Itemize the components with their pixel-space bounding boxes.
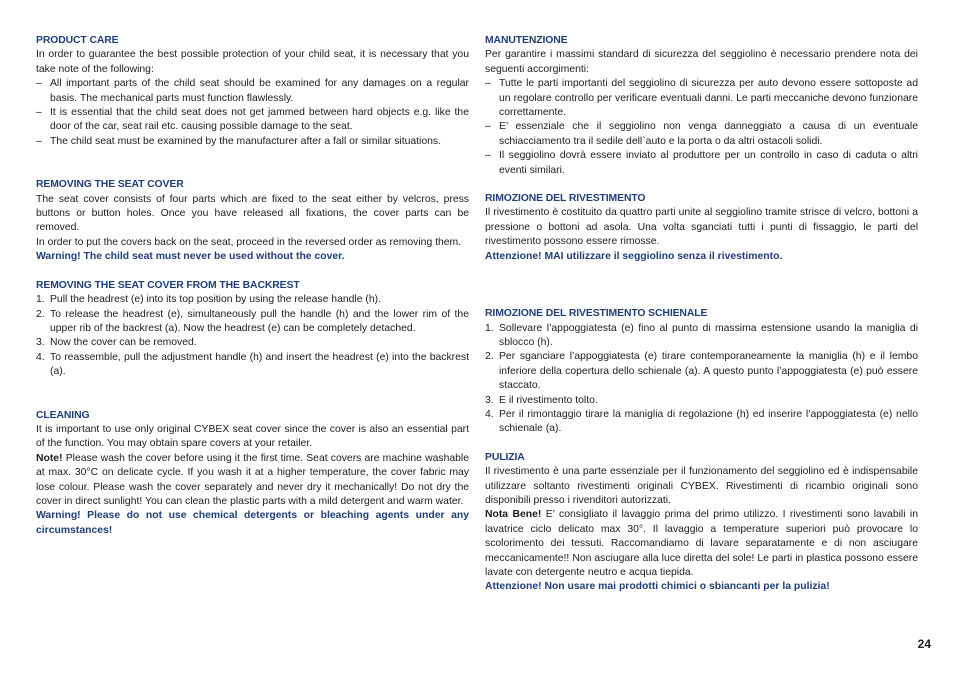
list-item: – All important parts of the child seat should be examined for any damages on a regular basis. The mechanical parts must function flawlessly. (36, 78, 469, 104)
rimozione-warning: Attenzione! MAI utilizzare il seggiolino senza il rivestimento. (485, 250, 783, 262)
list-item: 4. To reassemble, pull the adjustment handle (h) and insert the headrest (e) into the backrest (a). (36, 351, 469, 378)
product-care-intro: In order to guarantee the best possible protection of your child seat, it is necessary that you take note of the following: (36, 49, 469, 75)
pulizia-title: PULIZIA (485, 451, 525, 463)
pulizia-section (485, 451, 918, 595)
english-column (36, 34, 469, 538)
cleaning-warning: Warning! Please do not use chemical detergents or bleaching agents under any circumstances! (36, 510, 469, 536)
removing-backrest-title: REMOVING THE SEAT COVER FROM THE BACKREST (36, 279, 300, 291)
removing-cover-section (36, 178, 469, 264)
rimozione-schienale-section (485, 307, 918, 437)
cleaning-section (36, 409, 469, 539)
removing-cover-p2: In order to put the covers back on the seat, proceed in the reversed order as removing them. (36, 236, 462, 248)
list-item: 3. E il rivestimento tolto. (485, 394, 598, 406)
pulizia-note: Nota Bene! E’ consigliato il lavaggio prima del primo utilizzo. I rivestimenti sono lavabili in lavatrice ciclo delicato max 30°. Il lavaggio a temperature superiori può provocare lo scolorimento dei tessuti. Raccomandiamo di lavare separatamente e di non asciugare meccanicamente!! Non asciugare alla luce diretta del sole! Le parti in plastica possono essere lavate con detergente neutro e acqua tiepida. (485, 509, 918, 578)
manutenzione-list (485, 77, 918, 178)
list-item: – Tutte le parti importanti del seggiolino di sicurezza per auto devono essere sottoposte ad un regolare controllo per verificare eventuali danni. Le parti meccaniche devono funzionare correttamente. (485, 78, 918, 119)
removing-cover-warning: Warning! The child seat must never be used without the cover. (36, 251, 345, 263)
page-number: 24 (917, 637, 931, 651)
pulizia-p1: Il rivestimento è una parte essenziale per il funzionamento del seggiolino ed è indispensabile utilizzare soltanto rivestimenti originali CYBEX. Rivestimenti di ricambio originali sono disponibili presso i rivenditori autorizzati. (485, 466, 918, 506)
note-label: Note! (36, 452, 63, 464)
cleaning-p1: It is important to use only original CYBEX seat cover since the cover is also an essential part of the function. You may obtain spare covers at your retailer. (36, 423, 469, 450)
list-item: 4. Per il rimontaggio tirare la maniglia di regolazione (h) ed inserire l’appoggiatesta (e) nello schienale (a). (485, 408, 918, 435)
product-care-title: PRODUCT CARE (36, 35, 119, 46)
list-item: 2. Per sganciare l’appoggiatesta (e) tirare contemporaneamente la maniglia (h) e il lembo inferiore della copertura dello schienale (a). A questo punto l’appoggiatesta (e) può essere staccato. (485, 351, 918, 392)
list-item: – E’ essenziale che il seggiolino non venga danneggiato a causa di un eventuale schiacciamento tra il sedile dell`auto e la porta o da altri ostacoli solidi. (485, 121, 918, 147)
rimozione-schienale-steps (485, 322, 918, 437)
manutenzione-title: MANUTENZIONE (485, 35, 568, 46)
list-item: – The child seat must be examined by the manufacturer after a fall or similar situations. (36, 135, 441, 147)
removing-cover-title: REMOVING THE SEAT COVER (36, 179, 184, 191)
removing-backrest-steps (36, 293, 469, 379)
cleaning-note: Note! Please wash the cover before using it the first time. Seat covers are machine washable at max. 30°C on delicate cycle. If you wash it at a higher temperature, the cover fabric may lose colour. Please wash the cover separately and never dry it mechanically! Do not dry the cover in direct sunlight! You can clean the plastic parts with a mild detergent and warm water. (36, 452, 469, 507)
list-item: – Il seggiolino dovrà essere inviato al produttore per un controllo in caso di caduta o altri eventi similari. (485, 150, 918, 176)
rimozione-section (485, 192, 918, 264)
list-item: – It is essential that the child seat does not get jammed between hard objects e.g. like the door of the car, seat rail etc. causing possible damage to the seat. (36, 107, 469, 133)
removing-backrest-section (36, 279, 469, 380)
italian-column (485, 34, 918, 595)
manutenzione-intro: Per garantire i massimi standard di sicurezza del seggiolino è necessario prendere nota dei seguenti accorgimenti: (485, 49, 918, 75)
product-care-section (36, 34, 469, 149)
cleaning-title: CLEANING (36, 409, 90, 421)
list-item: 2. To release the headrest (e), simultaneously pull the handle (h) and the lower rim of the upper rib of the backrest (a). Now the headrest (e) can be completely detached. (36, 308, 469, 334)
rimozione-title: RIMOZIONE DEL RIVESTIMENTO (485, 193, 646, 205)
pulizia-warning: Attenzione! Non usare mai prodotti chimici o sbiancanti per la pulizia! (485, 581, 830, 593)
list-item: 3. Now the cover can be removed. (36, 337, 197, 349)
removing-cover-p1: The seat cover consists of four parts which are fixed to the seat either by velcros, press buttons or button holes. Once you have released all fixations, the cover parts can be removed. (36, 193, 469, 234)
rimozione-p1: Il rivestimento è costituito da quattro parti unite al seggiolino tramite strisce di velcro, bottoni a pressione o bottoni ad asola. Una volta sganciati tutti i punti di fissaggio, le parti del rivestimento possono essere rimosse. (485, 207, 918, 248)
product-care-list (36, 77, 469, 149)
list-item: 1. Pull the headrest (e) into its top position by using the release handle (h). (36, 294, 381, 306)
rimozione-schienale-title: RIMOZIONE DEL RIVESTIMENTO SCHIENALE (485, 308, 708, 320)
list-item: 1. Sollevare l’appoggiatesta (e) fino al punto di massima estensione usando la maniglia di sblocco (h). (485, 322, 918, 348)
manutenzione-section (485, 34, 918, 178)
note-label: Nota Bene! (485, 509, 542, 521)
